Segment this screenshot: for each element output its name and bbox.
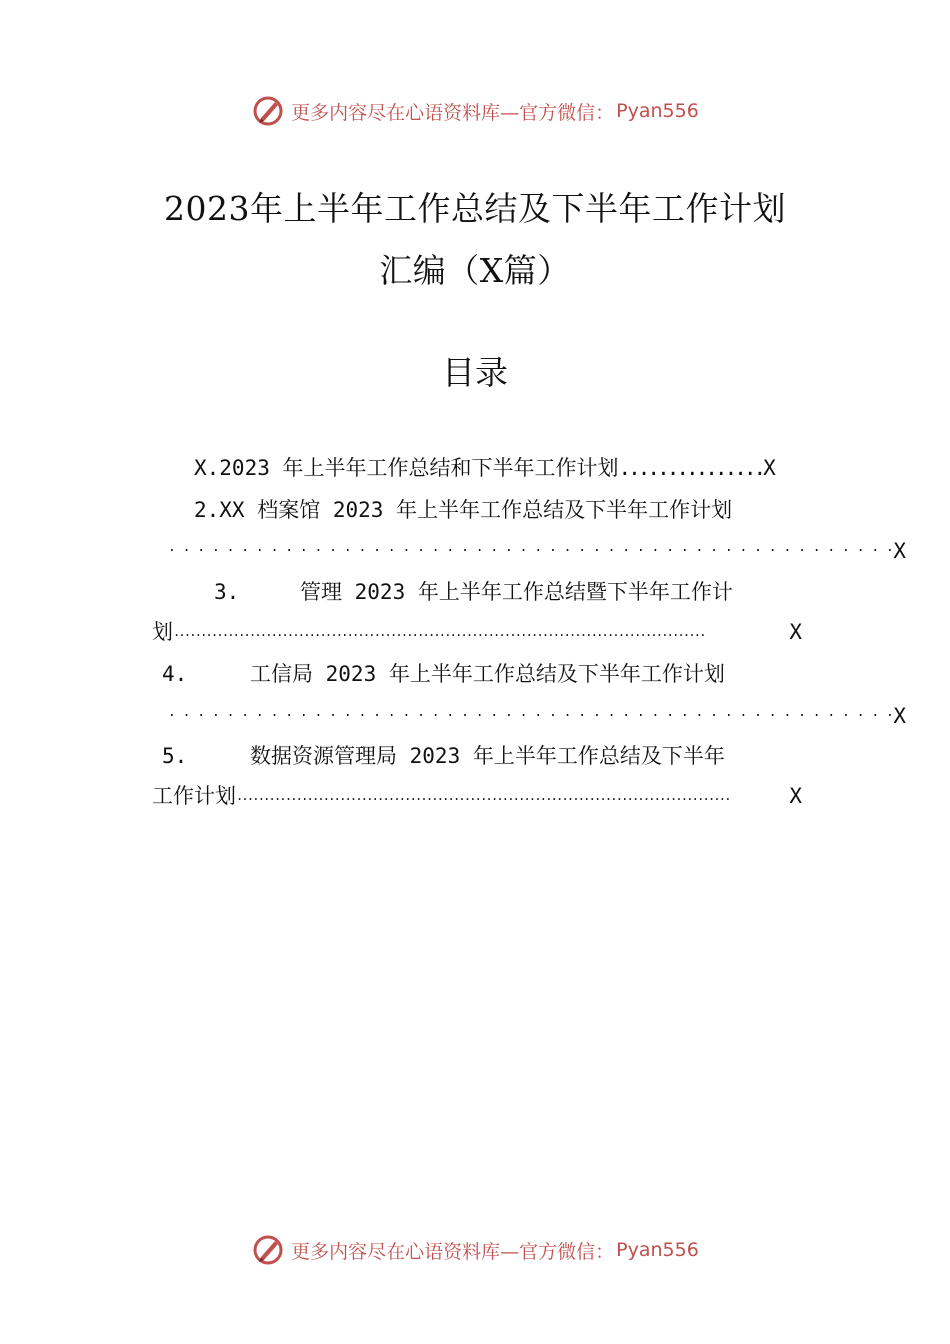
- toc-entry-2-page: X: [893, 539, 906, 563]
- toc-entry-5[interactable]: [250, 746, 725, 767]
- toc-entry-4-title: 工信局 2023 年上半年工作总结及下半年工作计划: [250, 662, 725, 686]
- watermark-footer: [0, 1233, 950, 1267]
- toc-entry-5-title: 数据资源管理局 2023 年上半年工作总结及下半年: [250, 744, 725, 768]
- toc-entry-3-leader: ..................................................................................................: [173, 625, 705, 639]
- watermark-header: [0, 94, 950, 128]
- toc-entry-5-leader: ...........................................................................................: [236, 789, 730, 803]
- toc-entry-3-title-cont: 划: [152, 620, 173, 644]
- toc-entry-4-leader-row: [168, 704, 906, 728]
- toc-entry-1-page: X: [763, 456, 776, 480]
- pen-logo-icon: [251, 1233, 285, 1267]
- pen-logo-icon: [251, 94, 285, 128]
- toc-entry-3-cont-row: [152, 622, 802, 643]
- watermark-wechat-id: Pyan556: [616, 1239, 699, 1261]
- toc-entry-2[interactable]: [194, 500, 732, 521]
- toc-entry-2-leader-row: [168, 539, 906, 563]
- toc-entry-2-title: 2.XX 档案馆 2023 年上半年工作总结及下半年工作计划: [194, 498, 733, 522]
- watermark-text: 更多内容尽在心语资料库—官方微信：: [291, 1240, 615, 1263]
- document-title-line-1: 2023年上半年工作总结及下半年工作计划: [164, 189, 786, 228]
- toc-heading: 目录: [442, 353, 508, 392]
- watermark-text: 更多内容尽在心语资料库—官方微信：: [291, 101, 615, 124]
- toc-entry-4-leader: . . . . . . . . . . . . . . . . . . . . . . . . . . . . . . . . . . . . . . . . . . . . . . . . . .: [168, 705, 894, 720]
- toc-entry-5-title-cont: 工作计划: [152, 784, 236, 808]
- toc-entry-1-title: X.2023 年上半年工作总结和下半年工作计划: [194, 456, 619, 480]
- toc-entry-4[interactable]: [250, 664, 725, 685]
- toc-entry-1-leader: ...............: [618, 456, 764, 480]
- toc-entry-2-leader: . . . . . . . . . . . . . . . . . . . . . . . . . . . . . . . . . . . . . . . . . . . . . . . . . .: [168, 540, 894, 555]
- toc-entry-4-page: X: [893, 704, 906, 728]
- toc-entry-4-number: 4.: [162, 662, 188, 686]
- toc-entry-3-title: 管理 2023 年上半年工作总结暨下半年工作计: [300, 580, 733, 604]
- toc-entry-1[interactable]: [194, 458, 806, 479]
- toc-entry-5-page: X: [789, 784, 802, 808]
- toc-entry-5-cont-row: [152, 786, 802, 807]
- document-title-line-2: 汇编（X篇）: [379, 251, 571, 290]
- toc-entry-3-page: X: [789, 620, 802, 644]
- watermark-wechat-id: Pyan556: [616, 100, 699, 122]
- toc-entry-5-number: 5.: [162, 744, 188, 768]
- toc-entry-3-number: 3.: [214, 580, 240, 604]
- toc-entry-3[interactable]: [300, 582, 733, 603]
